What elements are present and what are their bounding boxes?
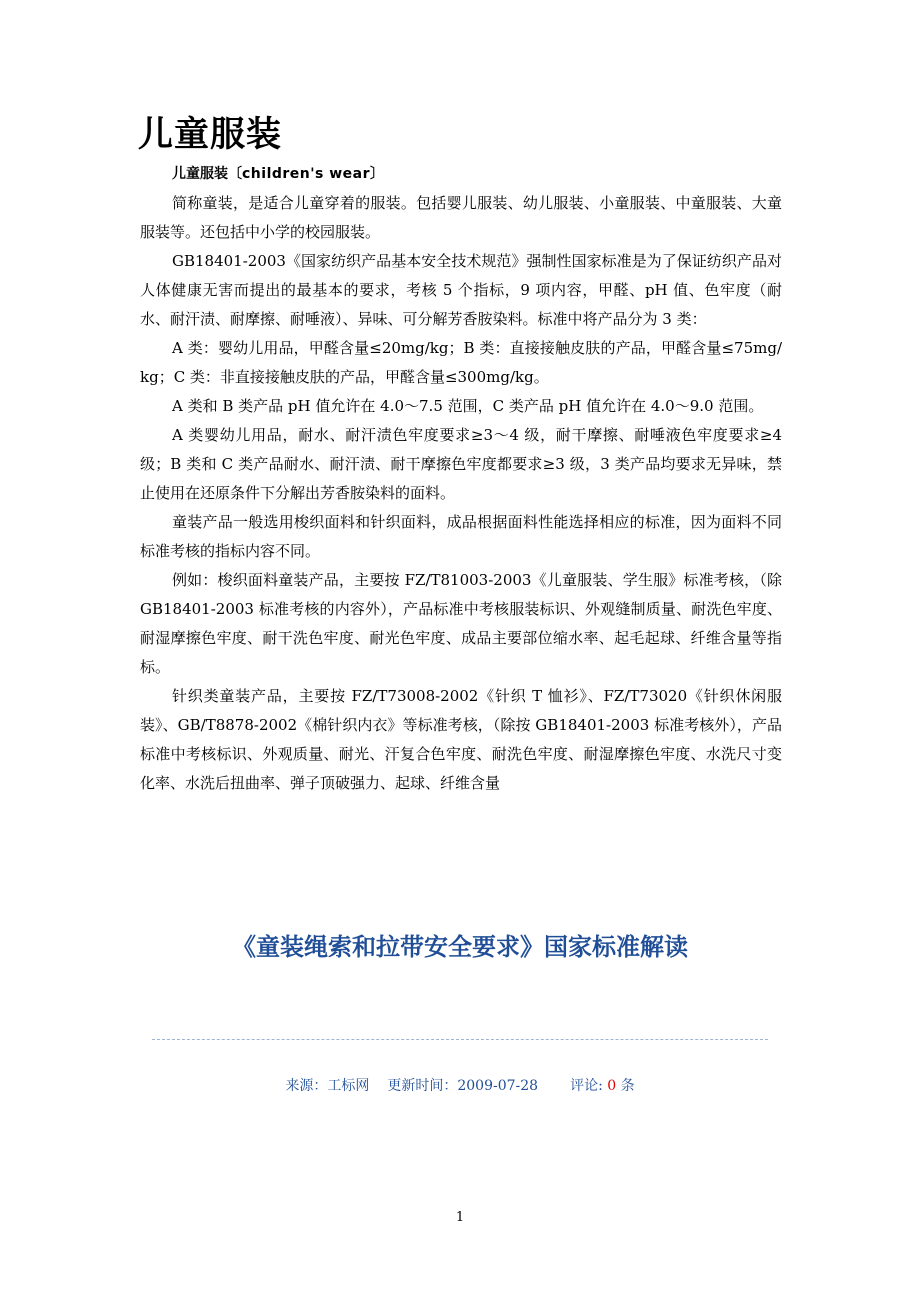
comments-unit: 条 <box>616 1078 635 1094</box>
comments-label: 评论: <box>570 1078 608 1094</box>
subheading-close-bracket: 〕 <box>370 166 385 182</box>
subheading-en: children's wear <box>242 166 371 182</box>
source-label: 来源： <box>285 1078 328 1094</box>
paragraph-intro: 简称童装，是适合儿童穿着的服装。包括婴儿服装、幼儿服装、小童服装、中童服装、大童服装等。还包括中小学的校园服装。 <box>140 194 782 241</box>
paragraph-woven-example: 例如：梭织面料童装产品，主要按 FZ/T81003-2003《儿童服装、学生服》标准考核，（除 GB18401-2003 标准考核的内容外），产品标准中考核服装标识、外观缝制质量、耐洗色牢度、耐湿摩擦色牢度、耐干洗色牢度、耐光色牢度、成品主要部位缩水率、起毛起球、纤维含量等指标。 <box>140 571 782 676</box>
article-meta <box>0 1074 920 1098</box>
subheading-zh: 儿童服装 <box>172 166 228 182</box>
subheading-open-bracket: 〔 <box>228 166 242 182</box>
paragraph-gb18401: GB18401-2003《国家纺织产品基本安全技术规范》强制性国家标准是为了保证纺织产品对人体健康无害而提出的最基本的要求，考核 5 个指标，9 项内容，甲醛、pH 值、色牢度（耐水、耐汗渍、耐摩擦、耐唾液）、异味、可分解芳香胺染料。标准中将产品分为 3 类： <box>140 252 782 328</box>
paragraph-fabric: 童装产品一般选用梭织面料和针织面料，成品根据面料性能选择相应的标准，因为面料不同标准考核的指标内容不同。 <box>140 513 782 560</box>
paragraph-ph: A 类和 B 类产品 pH 值允许在 4.0～7.5 范围，C 类产品 pH 值允许在 4.0～9.0 范围。 <box>172 397 764 415</box>
divider <box>152 1039 768 1040</box>
paragraph-colorfastness: A 类婴幼儿用品，耐水、耐汗渍色牢度要求≥3～4 级，耐干摩擦、耐唾液色牢度要求≥4 级；B 类和 C 类产品耐水、耐汗渍、耐干摩擦色牢度都要求≥3 级，3 类产品均要求无异味，禁止使用在还原条件下分解出芳香胺染料的面料。 <box>140 426 782 502</box>
paragraph-knit: 针织类童装产品，主要按 FZ/T73008-2002《针织 T 恤衫》、FZ/T73020《针织休闲服装》、GB/T8878-2002《棉针织内衣》等标准考核，（除按 GB18401-2003 标准考核外），产品标准中考核标识、外观质量、耐光、汗复合色牢度、耐洗色牢度、耐湿摩擦色牢度、水洗尺寸变化率、水洗后扭曲率、弹子顶破强力、起球、纤维含量 <box>140 687 782 792</box>
updated-value: 2009-07-28 <box>457 1078 539 1094</box>
document-body <box>140 160 782 798</box>
article-title: 《童装绳索和拉带安全要求》国家标准解读 <box>232 933 688 961</box>
page-title: 儿童服装 <box>138 115 283 155</box>
updated-label: 更新时间： <box>387 1078 458 1094</box>
subheading <box>140 160 782 189</box>
source-value: 工标网 <box>327 1078 370 1094</box>
paragraph-formaldehyde: A 类：婴幼儿用品，甲醛含量≤20mg/kg；B 类：直接接触皮肤的产品，甲醛含量≤75mg/kg；C 类：非直接接触皮肤的产品，甲醛含量≤300mg/kg。 <box>140 339 782 386</box>
comments-count: 0 <box>607 1078 617 1094</box>
page-number: 1 <box>455 1210 465 1225</box>
